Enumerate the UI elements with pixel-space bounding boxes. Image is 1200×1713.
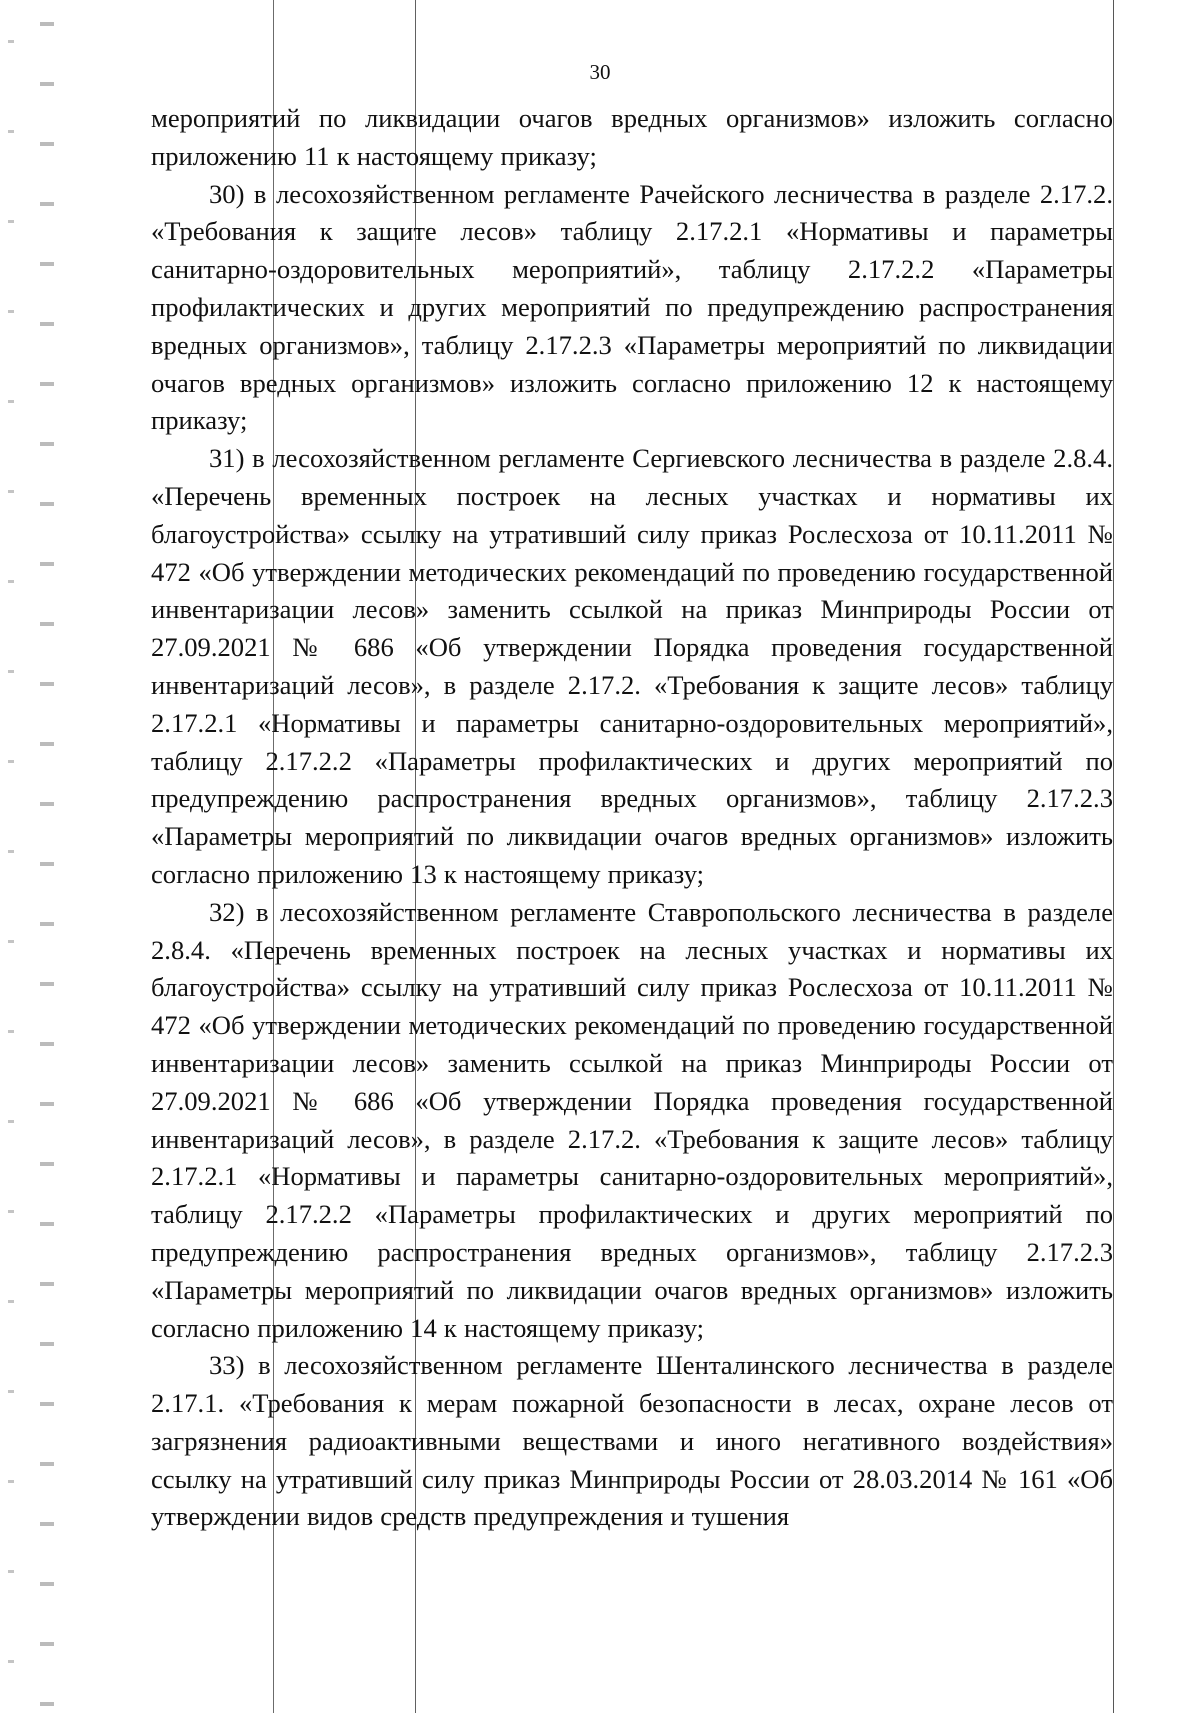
paragraph-item-31: 31) в лесохозяйственном регламенте Сергиевского лесничества в разделе 2.8.4. «Перечень временных построек на лесных участках и нормативы их благоустройства» ссылку на утративший силу приказ Рослесхоза от 10.11.2011 № 472 «Об утверждении методических рекомендаций по проведению государственной инвентаризации лесов» заменить ссылкой на приказ Минприроды России от 27.09.2021 № 686 «Об утверждении Порядка проведения государственной инвентаризаций лесов», в разделе 2.17.2. «Требования к защите лесов» таблицу 2.17.2.1 «Нормативы и параметры санитарно-оздоровительных мероприятий», таблицу 2.17.2.2 «Параметры профилактических и других мероприятий по предупреждению распространения вредных организмов», таблицу 2.17.2.3 «Параметры мероприятий по ликвидации очагов вредных организмов» изложить согласно приложению 13 к настоящему приказу; <box>151 443 1113 889</box>
paragraph-continuation: мероприятий по ликвидации очагов вредных организмов» изложить согласно приложению 11 к настоящему приказу; <box>151 103 1113 171</box>
scan-edge-marks <box>40 0 54 1713</box>
scan-crease-line <box>1113 0 1114 1713</box>
paragraph-item-30: 30) в лесохозяйственном регламенте Рачейского лесничества в разделе 2.17.2. «Требования к защите лесов» таблицу 2.17.2.1 «Нормативы и параметры санитарно-оздоровительных мероприятий», таблицу 2.17.2.2 «Параметры профилактических и других мероприятий по предупреждению распространения вредных организмов», таблицу 2.17.2.3 «Параметры мероприятий по ликвидации очагов вредных организмов» изложить согласно приложению 12 к настоящему приказу; <box>151 178 1113 436</box>
scan-edge-marks <box>8 0 14 1713</box>
page-number: 30 <box>589 60 611 84</box>
paragraph-item-33: 33) в лесохозяйственном регламенте Шенталинского лесничества в разделе 2.17.1. «Требования к мерам пожарной безопасности в лесах, охране лесов от загрязнения радиоактивными веществами и иного негативного воздействия» ссылку на утративший силу приказ Минприроды России от 28.03.2014 № 161 «Об утверждении видов средств предупреждения и тушения <box>151 1350 1113 1532</box>
paragraph-item-32: 32) в лесохозяйственном регламенте Ставропольского лесничества в разделе 2.8.4. «Перечень временных построек на лесных участках и нормативы их благоустройства» ссылку на утративший силу приказ Рослесхоза от 10.11.2011 № 472 «Об утверждении методических рекомендаций по проведению государственной инвентаризации лесов» заменить ссылкой на приказ Минприроды России от 27.09.2021 № 686 «Об утверждении Порядка проведения государственной инвентаризаций лесов», в разделе 2.17.2. «Требования к защите лесов» таблицу 2.17.2.1 «Нормативы и параметры санитарно-оздоровительных мероприятий», таблицу 2.17.2.2 «Параметры профилактических и других мероприятий по предупреждению распространения вредных организмов», таблицу 2.17.2.3 «Параметры мероприятий по ликвидации очагов вредных организмов» изложить согласно приложению 14 к настоящему приказу; <box>151 896 1113 1343</box>
document-body <box>151 100 1113 1536</box>
